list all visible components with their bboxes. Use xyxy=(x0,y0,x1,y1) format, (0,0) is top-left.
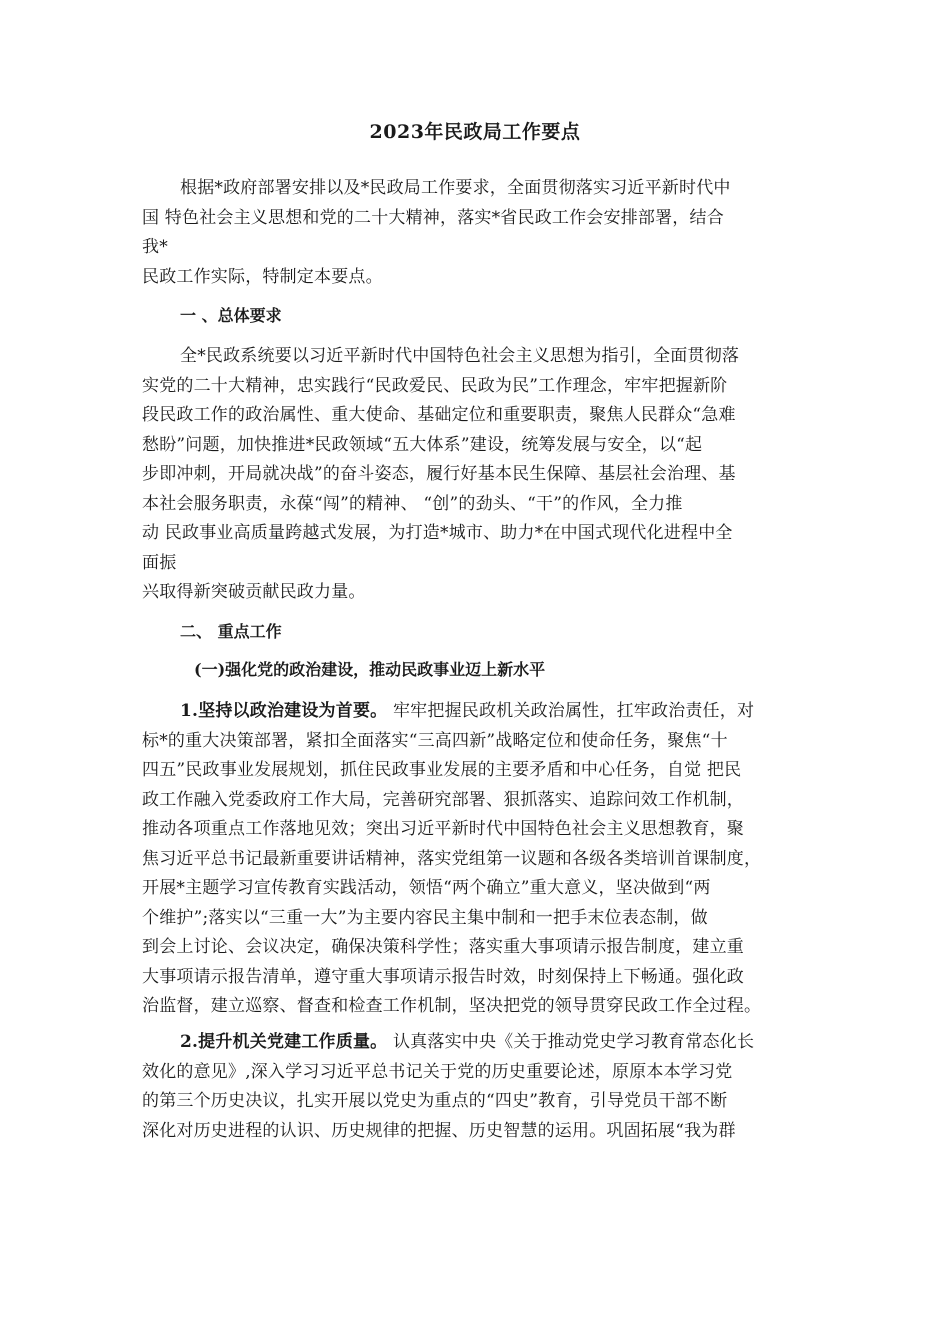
body-line: 全*民政系统要以习近平新时代中国特色社会主义思想为指引，全面贯彻落 xyxy=(180,346,740,366)
body-line xyxy=(142,1028,822,1058)
body-line xyxy=(142,697,822,727)
item2-lead: 2.提升机关党建工作质量。 xyxy=(180,1032,388,1052)
body-line: 段民政工作的政治属性、重大使命、基础定位和重要职责，聚焦人民群众“急难 xyxy=(142,405,736,425)
body-line: 治监督，建立巡察、督查和检查工作机制，坚决把党的领导贯穿民政工作全过程。 xyxy=(142,996,762,1016)
body-line: 愁盼”问题，加快推进*民政领域“五大体系”建设，统筹发展与安全，以“起 xyxy=(142,434,703,455)
body-line: 深化对历史进程的认识、历史规律的把握、历史智慧的运用。巩固拓展“我为群 xyxy=(142,1120,736,1141)
section1-paragraph xyxy=(142,342,822,608)
body-line: 本社会服务职责，永葆“闯”的精神、 “创”的劲头、“干”的作风，全力推 xyxy=(142,493,683,514)
body-line: 政工作融入党委政府工作大局，完善研究部署、狠抓落实、追踪问效工作机制， xyxy=(142,789,744,810)
intro-line: 民政工作实际，特制定本要点。 xyxy=(142,266,383,287)
body-line: 面振 xyxy=(142,552,177,573)
body-line: 大事项请示报告清单，遵守重大事项请示报告时效，时刻保持上下畅通。强化政 xyxy=(142,966,744,987)
body-line: 效化的意见》,深入学习习近平总书记关于党的历史重要论述，原原本本学习党 xyxy=(142,1061,733,1082)
body-line: 步即冲刺，开局就决战”的奋斗姿态，履行好基本民生保障、基层社会治理、基 xyxy=(142,464,736,484)
body-line: 动 民政事业高质量跨越式发展，为打造*城市、助力*在中国式现代化进程中全 xyxy=(142,523,733,543)
section1-heading: 一 、总体要求 xyxy=(180,306,282,325)
intro-paragraph xyxy=(142,174,822,292)
body-line: 个维护”;落实以“三重一大”为主要内容民主集中制和一把手末位表态制，做 xyxy=(142,907,708,928)
body-line: 四五”民政事业发展规划，抓住民政事业发展的主要矛盾和中心任务，自觉 把民 xyxy=(142,760,742,780)
section2-heading: 二、 重点工作 xyxy=(180,622,282,641)
body-line: 焦习近平总书记最新重要讲话精神，落实党组第一议题和各级各类培训首课制度， xyxy=(142,848,762,869)
item2-first-line: 认真落实中央《关于推动党史学习教育常态化长 xyxy=(387,1032,755,1052)
intro-line: 国 特色社会主义思想和党的二十大精神，落实*省民政工作会安排部署，结合 xyxy=(142,207,724,228)
body-line: 开展*主题学习宣传教育实践活动，领悟“两个确立”重大意义，坚决做到“两 xyxy=(142,878,711,898)
intro-line: 根据*政府部署安排以及*民政局工作要求，全面贯彻落实习近平新时代中 xyxy=(180,178,731,198)
body-line: 推动各项重点工作落地见效；突出习近平新时代中国特色社会主义思想教育，聚 xyxy=(142,819,744,839)
body-line: 兴取得新突破贡献民政力量。 xyxy=(142,582,366,602)
item1-lead: 1.坚持以政治建设为首要。 xyxy=(180,701,388,721)
item1-paragraph xyxy=(142,697,822,1022)
body-line: 的第三个历史决议，扎实开展以党史为重点的“四史”教育，引导党员干部不断 xyxy=(142,1091,728,1111)
intro-line: 我* xyxy=(142,237,168,257)
body-line: 实党的二十大精神，忠实践行“民政爱民、民政为民”工作理念，牢牢把握新阶 xyxy=(142,375,728,396)
item2-paragraph xyxy=(142,1028,822,1146)
body-line: 标*的重大决策部署，紧扣全面落实“三高四新”战略定位和使命任务，聚焦“十 xyxy=(142,730,728,751)
item1-first-line: 牢牢把握民政机关政治属性，扛牢政治责任，对 xyxy=(387,701,755,721)
document-title: 2023年民政局工作要点 xyxy=(369,121,581,143)
subsection1-heading: (一)强化党的政治建设，推动民政事业迈上新水平 xyxy=(194,660,546,679)
body-line: 到会上讨论、会议决定，确保决策科学性；落实重大事项请示报告制度，建立重 xyxy=(142,937,744,957)
